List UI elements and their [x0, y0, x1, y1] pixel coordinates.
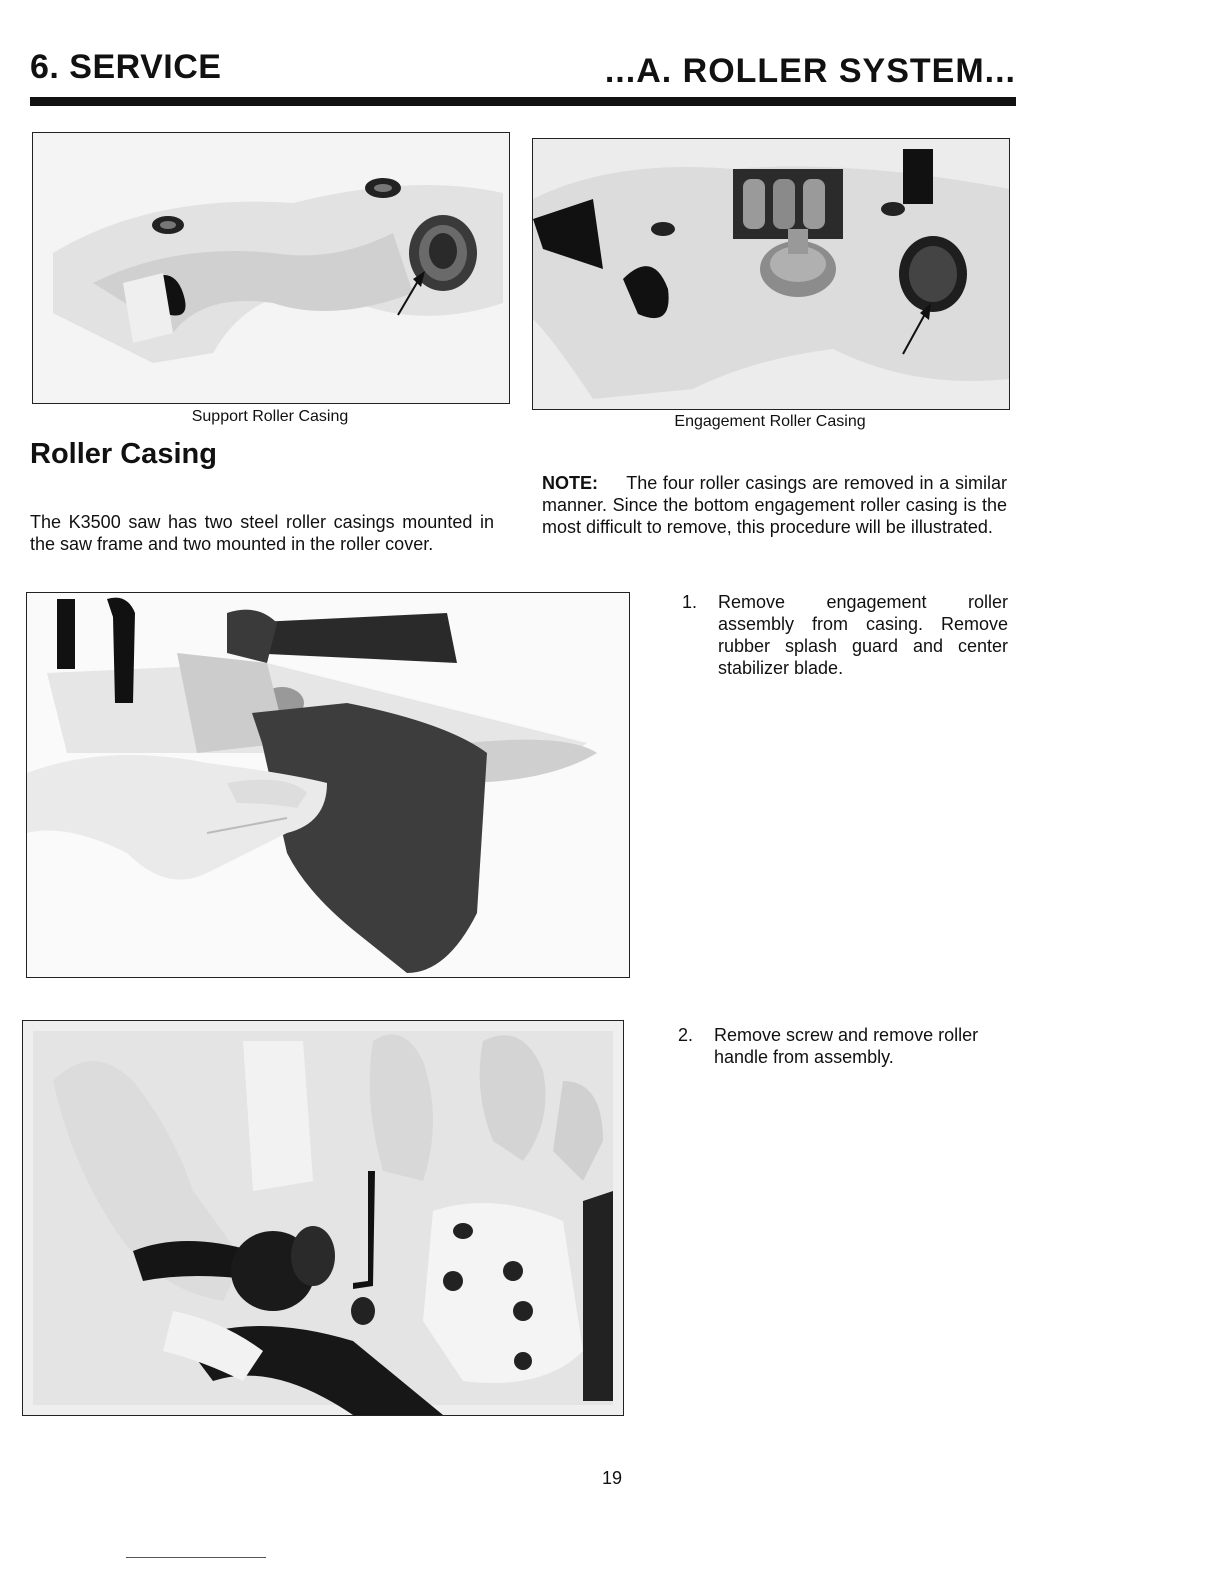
step-1-number: 1.: [682, 592, 698, 612]
support-roller-caption: Support Roller Casing: [191, 408, 349, 425]
step-1: [682, 591, 1008, 681]
page-number: 19: [601, 1468, 623, 1488]
roller-handle-removal-photo: [22, 1020, 624, 1416]
roller-casing-heading: Roller Casing: [30, 438, 217, 470]
footer-line: [126, 1557, 266, 1558]
step-1-text: Remove engagement roller assembly from casing. Remove rubber splash guard and center stabilizer blade.: [718, 592, 1008, 678]
note-label: NOTE:: [542, 473, 598, 493]
step-2: [678, 1024, 1004, 1072]
splash-guard-removal-photo: [26, 592, 630, 978]
header-rule: [30, 97, 1016, 106]
subsection-title: ...A. ROLLER SYSTEM...: [604, 52, 1016, 90]
support-roller-casing-photo: [32, 132, 510, 404]
step-2-text: Remove screw and remove roller handle from assembly.: [714, 1025, 979, 1067]
engagement-roller-casing-photo: [532, 138, 1010, 410]
section-title: 6. SERVICE: [30, 48, 222, 86]
note-paragraph: [542, 472, 1007, 538]
intro-paragraph: The K3500 saw has two steel roller casings mounted in the saw frame and two mounted in the roller cover.: [30, 512, 494, 554]
step-2-number: 2.: [678, 1025, 694, 1045]
engagement-roller-caption: Engagement Roller Casing: [674, 413, 866, 430]
note-text: The four roller casings are removed in a similar manner. Since the bottom engagement roller casing is the most difficult to remove, this procedure will be illustrated.: [542, 473, 1007, 537]
